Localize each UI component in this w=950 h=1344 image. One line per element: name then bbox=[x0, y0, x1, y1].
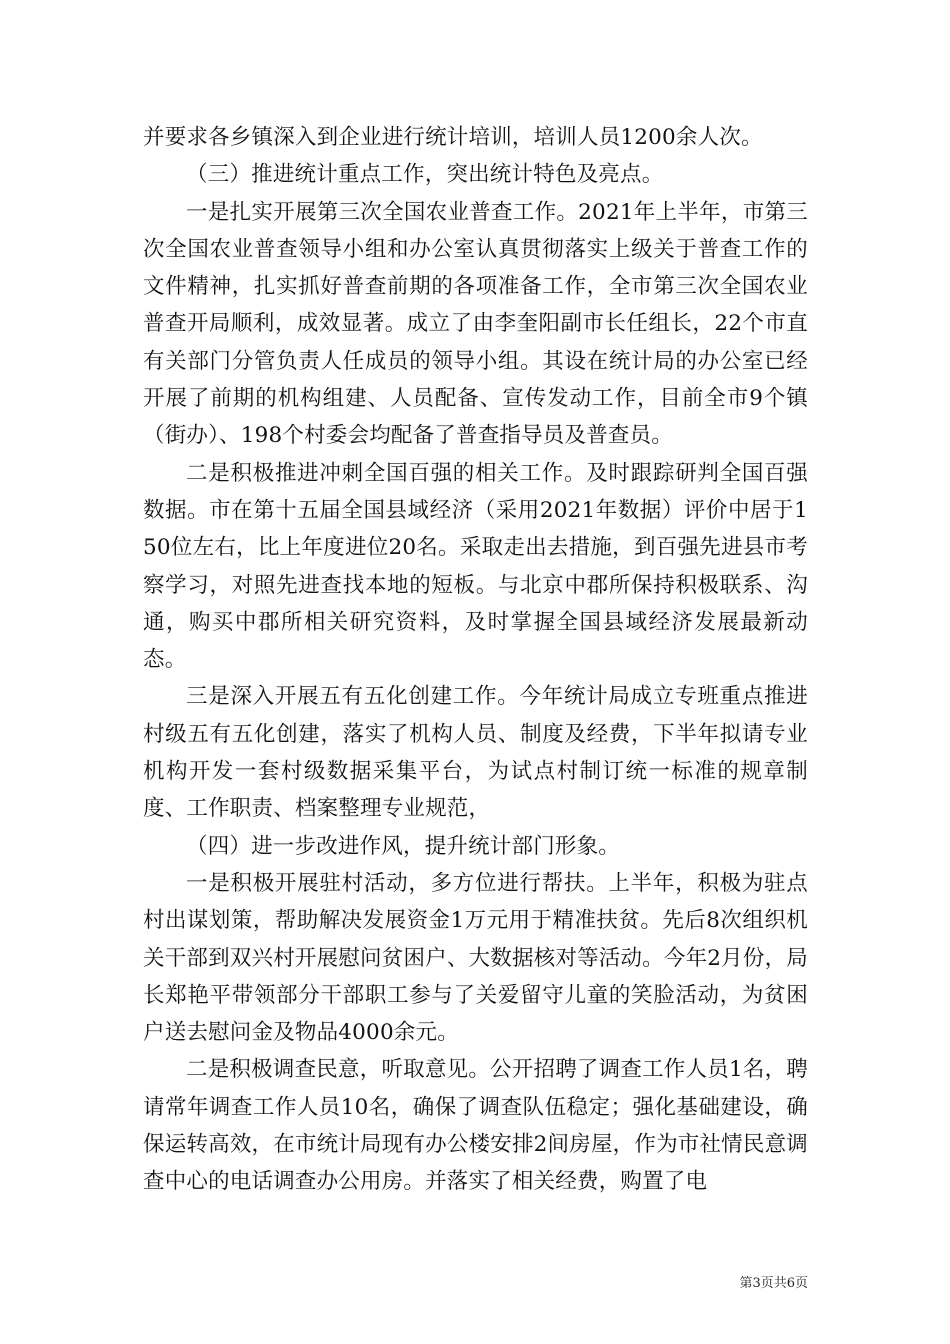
paragraph-4: 二是积极推进冲刺全国百强的相关工作。及时跟踪研判全国百强数据。市在第十五届全国县域经济（采用2021年数据）评价中居于150位左右，比上年度进位20名。采取走出去措施，到百强先进县市考察学习，对照先进查找本地的短板。与北京中郡所保持积极联系、沟通，购买中郡所相关研究资料，及时掌握全国县域经济发展最新动态。 bbox=[143, 460, 808, 673]
paragraph-2-section-heading: （三）推进统计重点工作，突出统计特色及亮点。 bbox=[186, 162, 664, 188]
document-body bbox=[143, 119, 808, 1201]
paragraph-6-section-heading: （四）进一步改进作风，提升统计部门形象。 bbox=[186, 833, 621, 859]
paragraph-5: 三是深入开展五有五化创建工作。今年统计局成立专班重点推进村级五有五化创建，落实了机构人员、制度及经费，下半年拟请专业机构开发一套村级数据采集平台，为试点村制订统一标准的规章制度、工作职责、档案整理专业规范， bbox=[143, 684, 808, 822]
paragraph-7: 一是积极开展驻村活动，多方位进行帮扶。上半年，积极为驻点村出谋划策，帮助解决发展资金1万元用于精准扶贫。先后8次组织机关干部到双兴村开展慰问贫困户、大数据核对等活动。今年2月份，局长郑艳平带领部分干部职工参与了关爱留守儿童的笑脸活动，为贫困户送去慰问金及物品4000余元。 bbox=[143, 870, 808, 1046]
paragraph-8: 二是积极调查民意，听取意见。公开招聘了调查工作人员1名，聘请常年调查工作人员10名，确保了调查队伍稳定；强化基础建设，确保运转高效，在市统计局现有办公楼安排2间房屋，作为市社情民意调查中心的电话调查办公用房。并落实了相关经费，购置了电 bbox=[143, 1057, 808, 1195]
paragraph-1: 并要求各乡镇深入到企业进行统计培训，培训人员1200余人次。 bbox=[143, 125, 763, 150]
page-number-footer: 第3页共6页 bbox=[739, 1276, 808, 1291]
paragraph-3: 一是扎实开展第三次全国农业普查工作。2021年上半年，市第三次全国农业普查领导小组和办公室认真贯彻落实上级关于普查工作的文件精神，扎实抓好普查前期的各项准备工作，全市第三次全国农业普查开局顺利，成效显著。成立了由李奎阳副市长任组长，22个市直有关部门分管负责人任成员的领导小组。其设在统计局的办公室已经开展了前期的机构组建、人员配备、宣传发动工作，目前全市9个镇（街办）、198个村委会均配备了普查指导员及普查员。 bbox=[143, 199, 808, 449]
